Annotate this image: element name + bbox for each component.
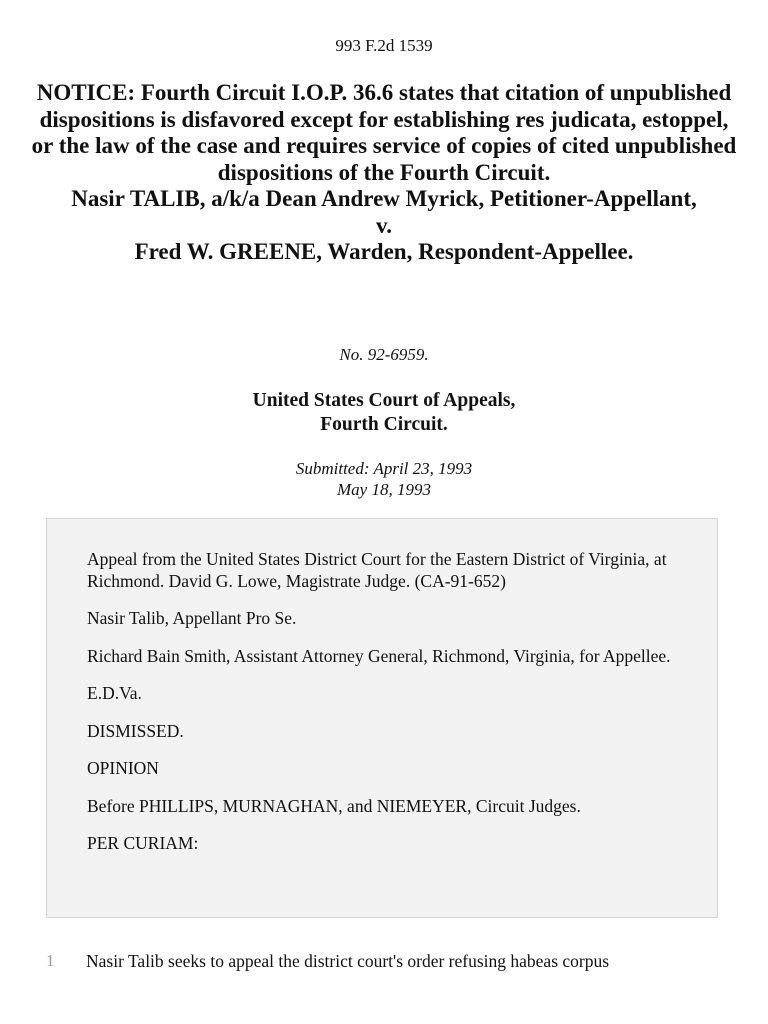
case-citation: 993 F.2d 1539 xyxy=(335,36,433,55)
versus-label: v. xyxy=(376,212,392,238)
petitioner-appellant: Nasir TALIB, a/k/a Dean Andrew Myrick, Petitioner-Appellant, xyxy=(71,186,697,211)
unpublished-notice: NOTICE: Fourth Circuit I.O.P. 36.6 states that citation of unpublished dispositions is disfavored except for establishing res judicata, estoppel, or the law of the case and requires service of copies of cited unpublished dispositions of the Fourth Circuit. xyxy=(31,80,737,185)
paragraph-number: 1 xyxy=(46,951,55,970)
panel-judges: Before PHILLIPS, MURNAGHAN, and NIEMEYER, Circuit Judges. xyxy=(87,795,581,816)
court-name-line-1: United States Court of Appeals, xyxy=(252,390,516,411)
respondent-appellee: Fred W. GREENE, Warden, Respondent-Appellee. xyxy=(134,239,634,264)
paragraph-text: Nasir Talib seeks to appeal the district court's order refusing habeas corpus xyxy=(86,951,610,971)
disposition: DISMISSED. xyxy=(87,720,184,741)
docket-number: No. 92-6959. xyxy=(339,345,429,364)
lower-court: E.D.Va. xyxy=(87,683,142,703)
case-title xyxy=(30,80,738,266)
prelim-box xyxy=(46,518,718,918)
appeal-from-text: Appeal from the United States District Court for the Eastern District of Virginia, at Richmond. David G. Lowe, Magistrate Judge. (CA-91-652) xyxy=(87,549,667,591)
court-name xyxy=(0,389,768,437)
per-curiam-label: PER CURIAM: xyxy=(87,833,199,853)
opinion-label: OPINION xyxy=(87,758,159,778)
court-name-line-2: Fourth Circuit. xyxy=(320,414,448,435)
case-dates xyxy=(0,458,768,500)
submitted-date: Submitted: April 23, 1993 xyxy=(295,459,473,478)
appellee-counsel: Richard Bain Smith, Assistant Attorney General, Richmond, Virginia, for Appellee. xyxy=(87,645,671,666)
decided-date: May 18, 1993 xyxy=(337,480,431,499)
appellant-counsel: Nasir Talib, Appellant Pro Se. xyxy=(87,608,297,628)
